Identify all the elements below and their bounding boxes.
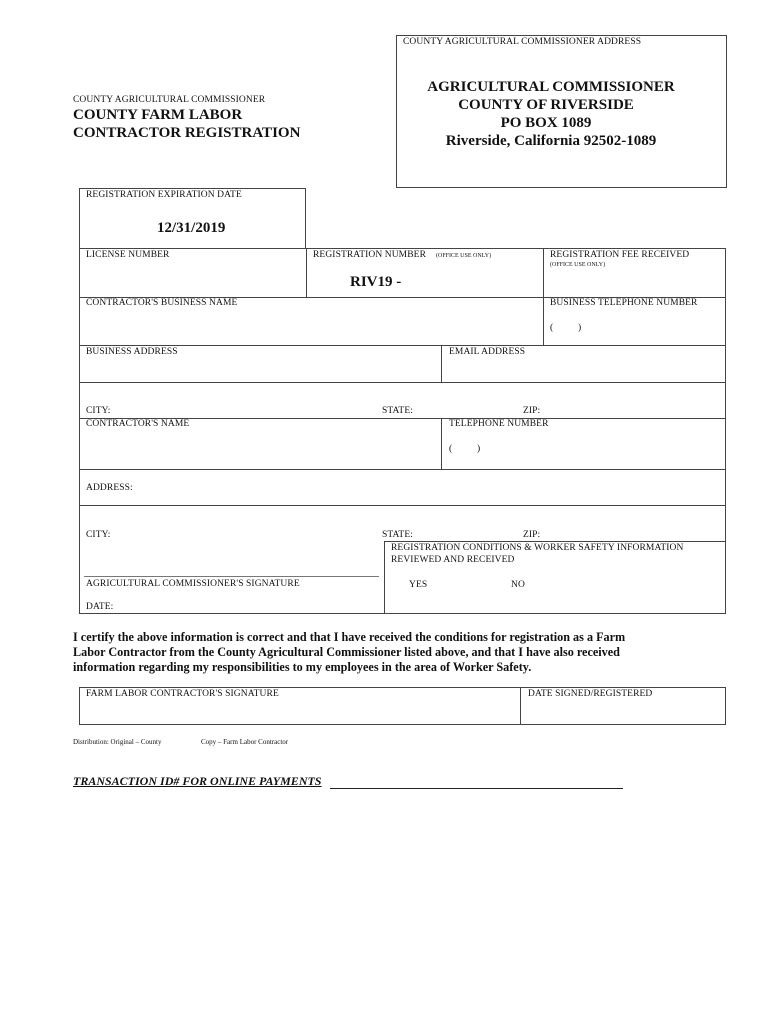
- form-title-line-2: CONTRACTOR REGISTRATION: [73, 125, 301, 141]
- state-label: STATE:: [382, 406, 413, 416]
- yes-option[interactable]: YES: [409, 580, 428, 590]
- certification-line-3: information regarding my responsibilities to my employees in the area of Worker Safety.: [73, 660, 532, 674]
- transaction-id-label: TRANSACTION ID# FOR ONLINE PAYMENTS: [73, 774, 322, 788]
- date-label: DATE:: [86, 602, 114, 612]
- registration-number-label: REGISTRATION NUMBER: [313, 250, 427, 260]
- registration-number-value: RIV19 -: [350, 274, 402, 290]
- registration-office-use: (OFFICE USE ONLY): [436, 253, 492, 259]
- contractor-name-label: CONTRACTOR'S NAME: [86, 419, 190, 429]
- no-option[interactable]: NO: [511, 580, 525, 590]
- address-line-4: Riverside, California 92502-1089: [445, 133, 657, 149]
- date-signed-field[interactable]: [521, 701, 725, 724]
- telephone-field[interactable]: ( ): [449, 444, 481, 454]
- city2-label: CITY:: [86, 530, 111, 540]
- distribution-copy: Copy – Farm Labor Contractor: [201, 738, 289, 746]
- telephone-label: TELEPHONE NUMBER: [449, 419, 549, 429]
- address-field[interactable]: [140, 476, 724, 504]
- date-signed-label: DATE SIGNED/REGISTERED: [528, 689, 653, 699]
- transaction-id-field[interactable]: [330, 772, 623, 787]
- contractor-name-field[interactable]: [80, 431, 440, 468]
- form-title-line-1: COUNTY FARM LABOR: [73, 107, 243, 123]
- business-phone-label: BUSINESS TELEPHONE NUMBER: [550, 298, 698, 308]
- certification-line-2: Labor Contractor from the County Agricultural Commissioner listed above, and that I have also received: [73, 645, 620, 659]
- zip2-label: ZIP:: [523, 530, 541, 540]
- address-label: ADDRESS:: [86, 483, 133, 493]
- small-title: COUNTY AGRICULTURAL COMMISSIONER: [73, 95, 266, 105]
- conditions-line-1: REGISTRATION CONDITIONS & WORKER SAFETY INFORMATION: [391, 543, 684, 553]
- license-number-field[interactable]: [80, 262, 305, 296]
- certification-statement: [73, 630, 733, 675]
- commissioner-signature-field[interactable]: [84, 548, 379, 575]
- business-address-label: BUSINESS ADDRESS: [86, 347, 178, 357]
- flc-signature-field[interactable]: [80, 701, 519, 724]
- expiration-label: REGISTRATION EXPIRATION DATE: [86, 190, 242, 200]
- business-phone-field[interactable]: ( ): [550, 323, 582, 333]
- business-address-field[interactable]: [80, 359, 440, 381]
- license-number-label: LICENSE NUMBER: [86, 250, 170, 260]
- fee-received-label: REGISTRATION FEE RECEIVED: [550, 250, 690, 260]
- email-label: EMAIL ADDRESS: [449, 347, 526, 357]
- certification-line-1: I certify the above information is correct and that I have received the conditions for registration as a Farm: [73, 630, 626, 644]
- business-name-label: CONTRACTOR'S BUSINESS NAME: [86, 298, 238, 308]
- address-line-1: AGRICULTURAL COMMISSIONER: [427, 79, 675, 95]
- distribution-original: Distribution: Original – County: [73, 738, 162, 746]
- fee-office-use: (OFFICE USE ONLY): [550, 262, 606, 268]
- fee-received-field[interactable]: [544, 270, 725, 296]
- commissioner-signature-line: [84, 576, 379, 577]
- flc-signature-label: FARM LABOR CONTRACTOR'S SIGNATURE: [86, 689, 279, 699]
- transaction-id-line: [330, 788, 623, 789]
- zip-label: ZIP:: [523, 406, 541, 416]
- city-label: CITY:: [86, 406, 111, 416]
- address-box-label: COUNTY AGRICULTURAL COMMISSIONER ADDRESS: [403, 37, 642, 47]
- expiration-value: 12/31/2019: [157, 220, 226, 236]
- address-line-2: COUNTY OF RIVERSIDE: [458, 97, 634, 113]
- state2-label: STATE:: [382, 530, 413, 540]
- address-line-3: PO BOX 1089: [500, 115, 592, 131]
- conditions-line-2: REVIEWED AND RECEIVED: [391, 555, 515, 565]
- commissioner-signature-label: AGRICULTURAL COMMISSIONER'S SIGNATURE: [86, 579, 300, 589]
- email-field[interactable]: [442, 359, 725, 381]
- business-name-field[interactable]: [80, 310, 542, 344]
